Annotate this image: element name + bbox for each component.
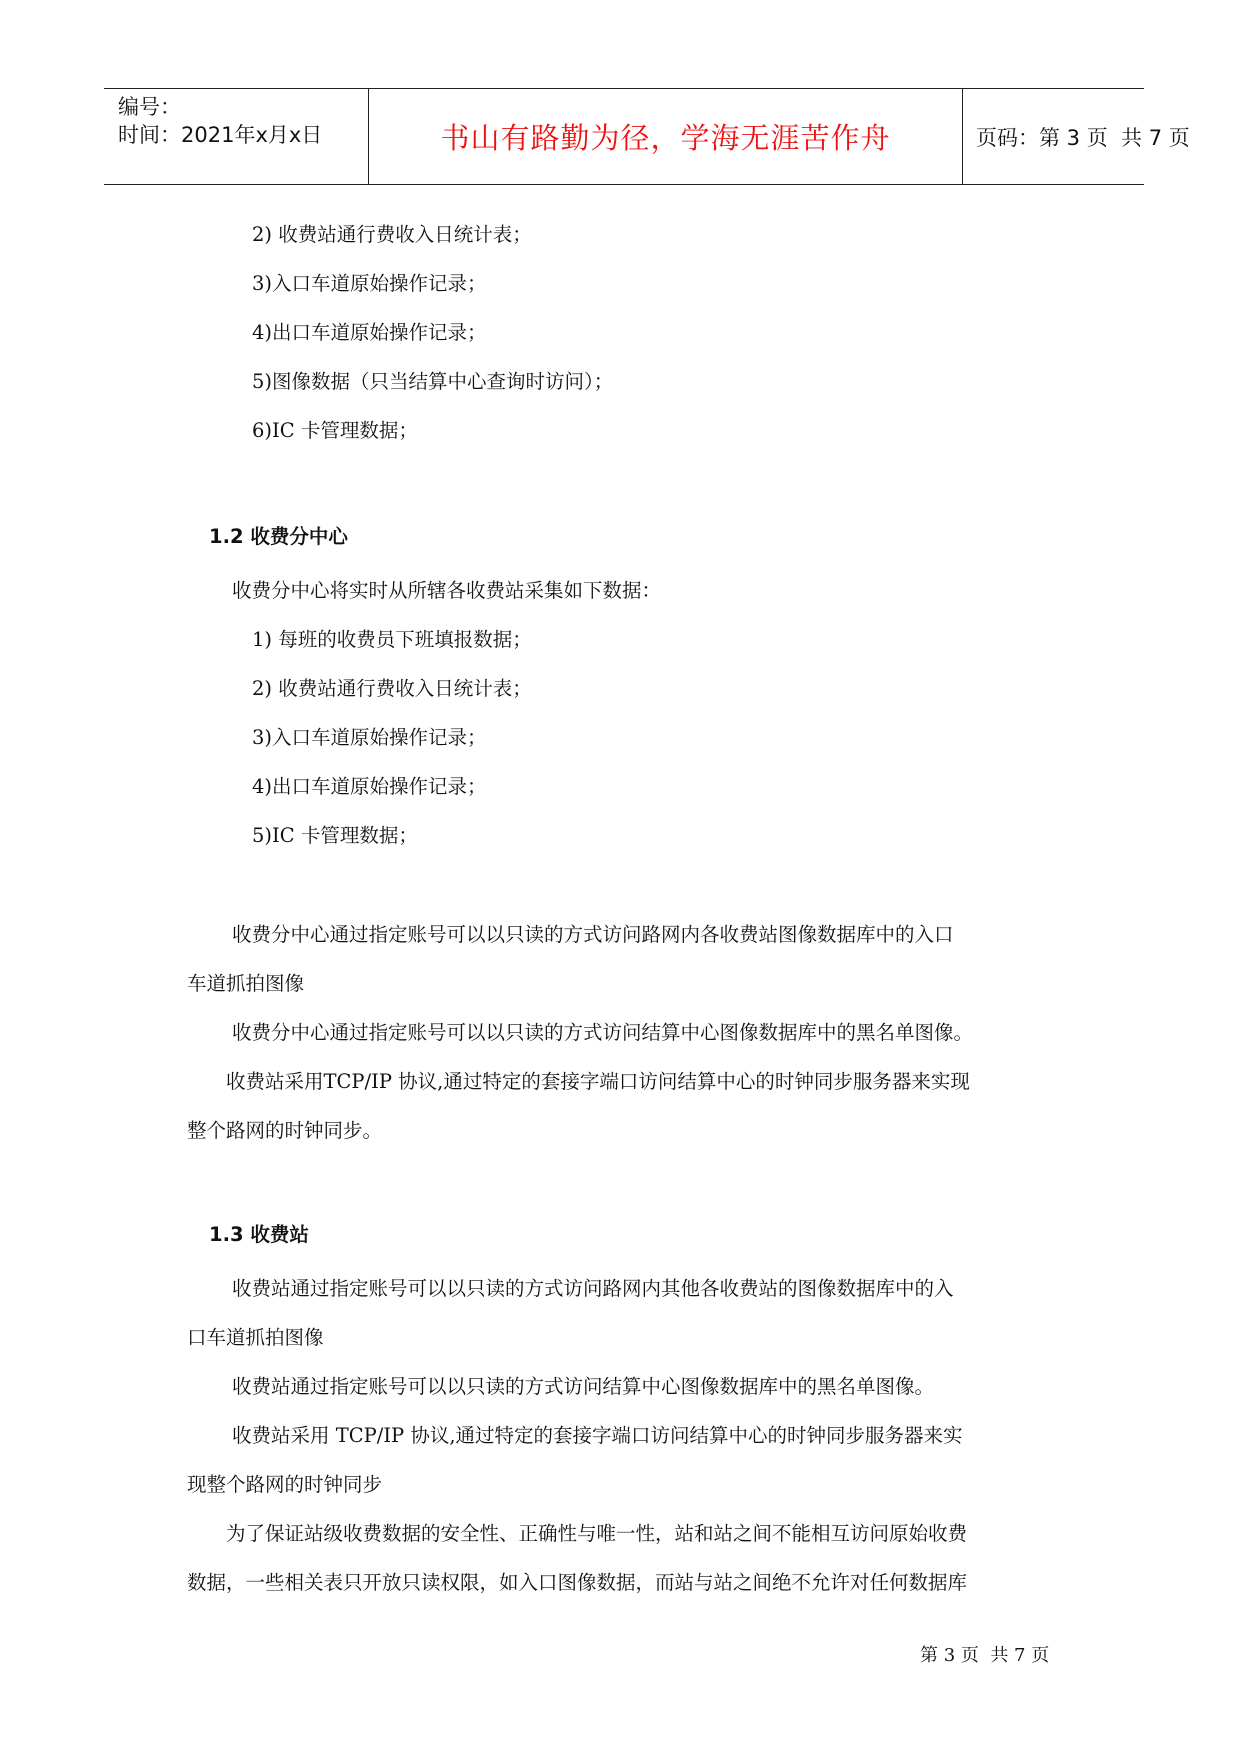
paragraph: 收费分中心通过指定账号可以以只读的方式访问路网内各收费站图像数据库中的入口: [232, 923, 954, 946]
section-heading: 1.3 收费站: [209, 1223, 309, 1246]
paragraph: 数据，一些相关表只开放只读权限，如入口图像数据，而站与站之间绝不允许对任何数据库: [187, 1571, 968, 1594]
list-item: 3)入口车道原始操作记录；: [252, 726, 487, 749]
list-item: 3)入口车道原始操作记录；: [252, 272, 487, 295]
paragraph: 收费分中心将实时从所辖各收费站采集如下数据：: [232, 579, 662, 602]
document-number-label: 编号：: [118, 95, 181, 119]
header-page-number: 页码：第 3 页 共 7 页: [976, 125, 1190, 150]
header-motto: 书山有路勤为径，学海无涯苦作舟: [440, 121, 891, 155]
paragraph: 收费站通过指定账号可以以只读的方式访问路网内其他各收费站的图像数据库中的入: [232, 1277, 954, 1300]
document-date-label: 时间：2021年x月x日: [118, 123, 323, 147]
list-item: 6)IC 卡管理数据；: [252, 419, 418, 442]
list-item: 4)出口车道原始操作记录；: [252, 321, 487, 344]
paragraph: 收费分中心通过指定账号可以以只读的方式访问结算中心图像数据库中的黑名单图像。: [232, 1021, 974, 1044]
list-item: 4)出口车道原始操作记录；: [252, 775, 487, 798]
list-item: 5)图像数据（只当结算中心查询时访问）；: [252, 370, 614, 393]
paragraph: 口车道抓拍图像: [187, 1326, 324, 1349]
list-item: 5)IC 卡管理数据；: [252, 824, 418, 847]
list-item: 1) 每班的收费员下班填报数据；: [252, 628, 532, 651]
paragraph: 整个路网的时钟同步。: [187, 1119, 383, 1142]
paragraph: 车道抓拍图像: [187, 972, 305, 995]
paragraph: 现整个路网的时钟同步: [187, 1473, 383, 1496]
list-item: 2) 收费站通行费收入日统计表；: [252, 677, 532, 700]
paragraph: 为了保证站级收费数据的安全性、正确性与唯一性，站和站之间不能相互访问原始收费: [226, 1522, 968, 1545]
header-meta: [118, 93, 358, 149]
list-item: 2) 收费站通行费收入日统计表；: [252, 223, 532, 246]
header-divider: [962, 89, 963, 184]
paragraph: 收费站采用TCP/IP 协议,通过特定的套接字端口访问结算中心的时钟同步服务器来实现: [226, 1070, 970, 1093]
section-heading: 1.2 收费分中心: [209, 525, 348, 548]
paragraph: 收费站采用 TCP/IP 协议,通过特定的套接字端口访问结算中心的时钟同步服务器来实: [232, 1424, 963, 1447]
paragraph: 收费站通过指定账号可以以只读的方式访问结算中心图像数据库中的黑名单图像。: [232, 1375, 935, 1398]
page-footer-number: 第 3 页 共 7 页: [920, 1645, 1050, 1666]
page-header: [104, 88, 1190, 185]
